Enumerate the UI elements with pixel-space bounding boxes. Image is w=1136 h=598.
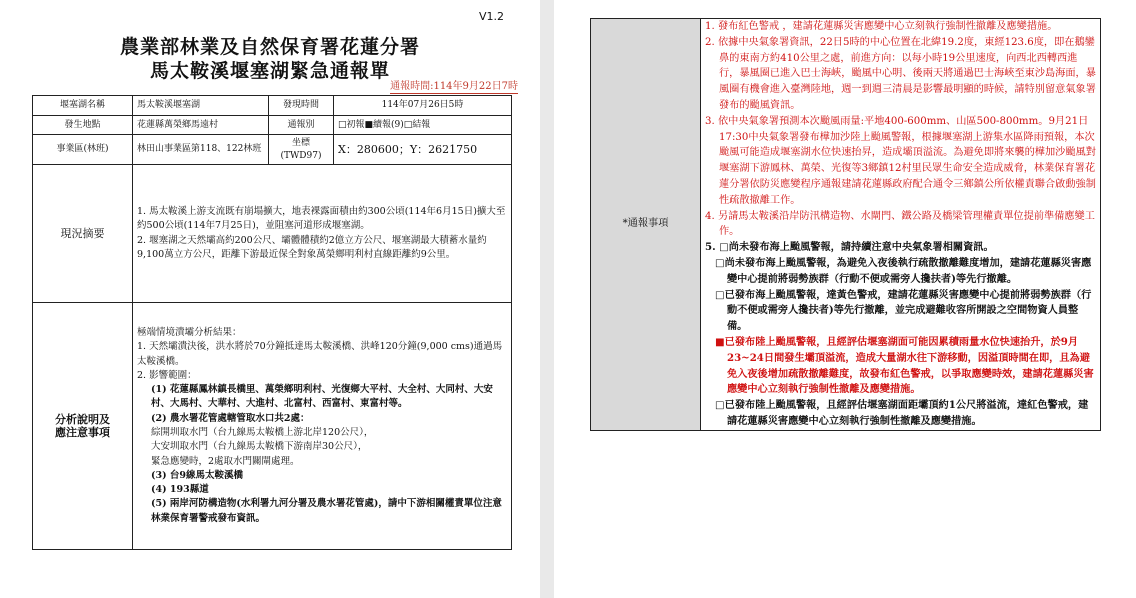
analysis-label-line2: 應注意事項 [55,426,110,439]
analysis-sub-detail: 綜開圳取水門（台九線馬太鞍橋上游北岸120公尺）， [151,427,374,438]
analysis-sub-item: (4) 193縣道 [151,484,209,496]
coord-value: X：280600；Y：2621750 [334,135,512,165]
status-summary-cell [133,165,512,303]
report-title: 馬太鞍溪堰塞湖緊急通報單 [149,60,390,82]
analysis-sub-item: (5) 兩岸河防構造物(水利署九河分署及農水署花管處)，請中下游相關權責單位注意林業保育署警戒發布資訊。 [151,498,502,524]
lake-name-value: 馬太鞍溪堰塞湖 [133,96,269,116]
notice-item: 1. 發布紅色警戒 ，建請花蓮縣災害應變中心立刻執行強制性撤離及應變措施。 [705,21,1058,32]
analysis-label-cell [33,303,133,550]
status-item: 1. 馬太鞍溪上游支流既有崩塌擴大，地表裸露面積由約300公頃(114年6月15日)擴大至約500公頃(114年7月25日)，並阻塞河道形成堰塞湖。 [137,205,506,232]
notice-option: □已發布海上颱風警報，達黃色警戒，建請花蓮縣災害應變中心提前將弱勢族群（行動不便或需旁人攙扶者)等先行撤離，並完成避難收容所開設之空間物資人員整備。 [715,288,1092,333]
notice-content-cell [701,19,1101,431]
agency-title: 農業部林業及自然保育署花蓮分署 [119,36,420,58]
status-summary-label: 現況摘要 [33,165,133,303]
analysis-sub-item: (3) 台9線馬太鞍溪橋 [151,469,244,481]
report-table [32,95,512,550]
notice-item: 4. 另請馬太鞍溪沿岸防汛構造物、水閘門、鐵公路及橋梁管理權責單位提前準備應變工作。 [705,210,1095,238]
coord-label-cell [269,135,334,165]
notice-table [590,18,1101,431]
status-item: 2. 堰塞湖之天然壩高約200公尺、壩體體積約2億立方公尺、堰塞湖最大積蓄水量約9,100萬立方公尺，距離下游最近保全對象萬榮鄉明利村直線距離約9公里。 [137,234,487,260]
lake-name-label: 堰塞湖名稱 [33,96,133,116]
notice-label: *通報事項 [591,19,701,431]
analysis-sub-item: (1) 花蓮縣鳳林鎮長橋里、萬榮鄉明利村、光復鄉大平村、大全村、大同村、大安村、大馬村、大華村、大進村、北富村、西富村、東富村等。 [151,384,493,410]
notice-item: 2. 依據中央氣象署資訊，22日5時的中心位置在北緯19.2度，東經123.6度，即在鵝鑾鼻的東南方約410公里之處，前進方向：以每小時19公里速度，向西北西轉西進行，暴風圈已進入巴士海峽，颱風中心明、後兩天將通過巴士海峽至東沙島海面，暴風圈有機會進入臺灣陸地，週一到週三清晨是影響最明顯的時候，請特別留意氣象署發布的颱風資訊。 [705,36,1096,111]
report-page-1 [0,0,540,598]
notice-option: □已發布陸上颱風警報，且經評估堰塞湖面距壩頂約1公尺將溢流，達紅色警戒，建請花蓮縣災害應變中心立刻執行強制性撤離及應變措施。 [715,399,1089,427]
coord-label: 坐標 [291,137,310,148]
district-value: 林田山事業區第118、122林班 [133,135,269,165]
analysis-sub-detail: 大安圳取水門（台九線馬太鞍橋下游南岸30公尺）， [151,441,368,453]
analysis-intro: 極端情境潰壩分析結果： [137,326,242,338]
analysis-cell [133,303,512,550]
analysis-sub-detail: 緊急應變時，2處取水門關閘處理。 [151,455,300,467]
analysis-label-line1: 分析說明及 [55,413,110,426]
notice-item-5-head: 5. □尚未發布海上颱風警報，請持續注意中央氣象署相關資訊。 [705,241,994,254]
analysis-item: 1. 天然壩潰決後，洪水將於70分鐘抵達馬太鞍溪橋、洪峰120分鐘(9,000 cms)通過馬太鞍溪橋。 [137,341,503,367]
found-time-value: 114年07月26日5時 [334,96,512,116]
notice-option-selected: ■已發布陸上颱風警報，且經評估堰塞湖面可能因累積雨量水位快速抬升，於9月23~24日間發生壩頂溢流，造成大量湖水往下游移動，因溢頂時間在即，且為避免入夜後增加疏散撤離難度，故發布紅色警戒，以爭取應變時效，建請花蓮縣災害應變中心立刻執行強制性撤離及應變措施。 [715,335,1094,396]
notice-item: 3. 依中央氣象署預測本次颱風雨量:平地400-600mm、山區500-800mm。9月21日17:30中央氣象署發布樺加沙陸上颱風警報，根據堰塞湖上游集水區降雨預報，本次颱風可能造成堰塞湖水位快速抬昇，造成壩頂溢流。為避免即將來襲的樺加沙颱風對堰塞湖下游鳳林、萬榮、光復等3鄉鎮12村里民眾生命安全造成威脅，林業保育署花蓮分署依防災應變程序通報建請花蓮縣政府配合通令三鄉鎮公所依權責聯合啟動強制性疏散撤離工作。 [705,115,1096,206]
location-value: 花蓮縣萬榮鄉馬遠村 [133,116,269,135]
analysis-sub-item: (2) 農水署花管處轄管取水口共2處： [151,412,310,424]
location-label: 發生地點 [33,116,133,135]
report-type-value: □初報■續報(9)□結報 [334,116,512,135]
version-label: V1.2 [478,10,504,23]
coord-system: (TWD97) [280,150,322,161]
report-page-2 [554,0,1136,598]
notify-time: 通報時間:114年9月22日7時 [390,81,518,92]
found-time-label: 發現時間 [269,96,334,116]
district-label: 事業區(林班) [33,135,133,165]
notice-option: □尚未發布海上颱風警報，為避免入夜後執行疏散撤離難度增加，建請花蓮縣災害應變中心提前將弱勢族群（行動不便或需旁人攙扶者)等先行撤離。 [715,256,1092,285]
analysis-item: 2. 影響範圍： [137,369,197,381]
report-type-label: 通報別 [269,116,334,135]
